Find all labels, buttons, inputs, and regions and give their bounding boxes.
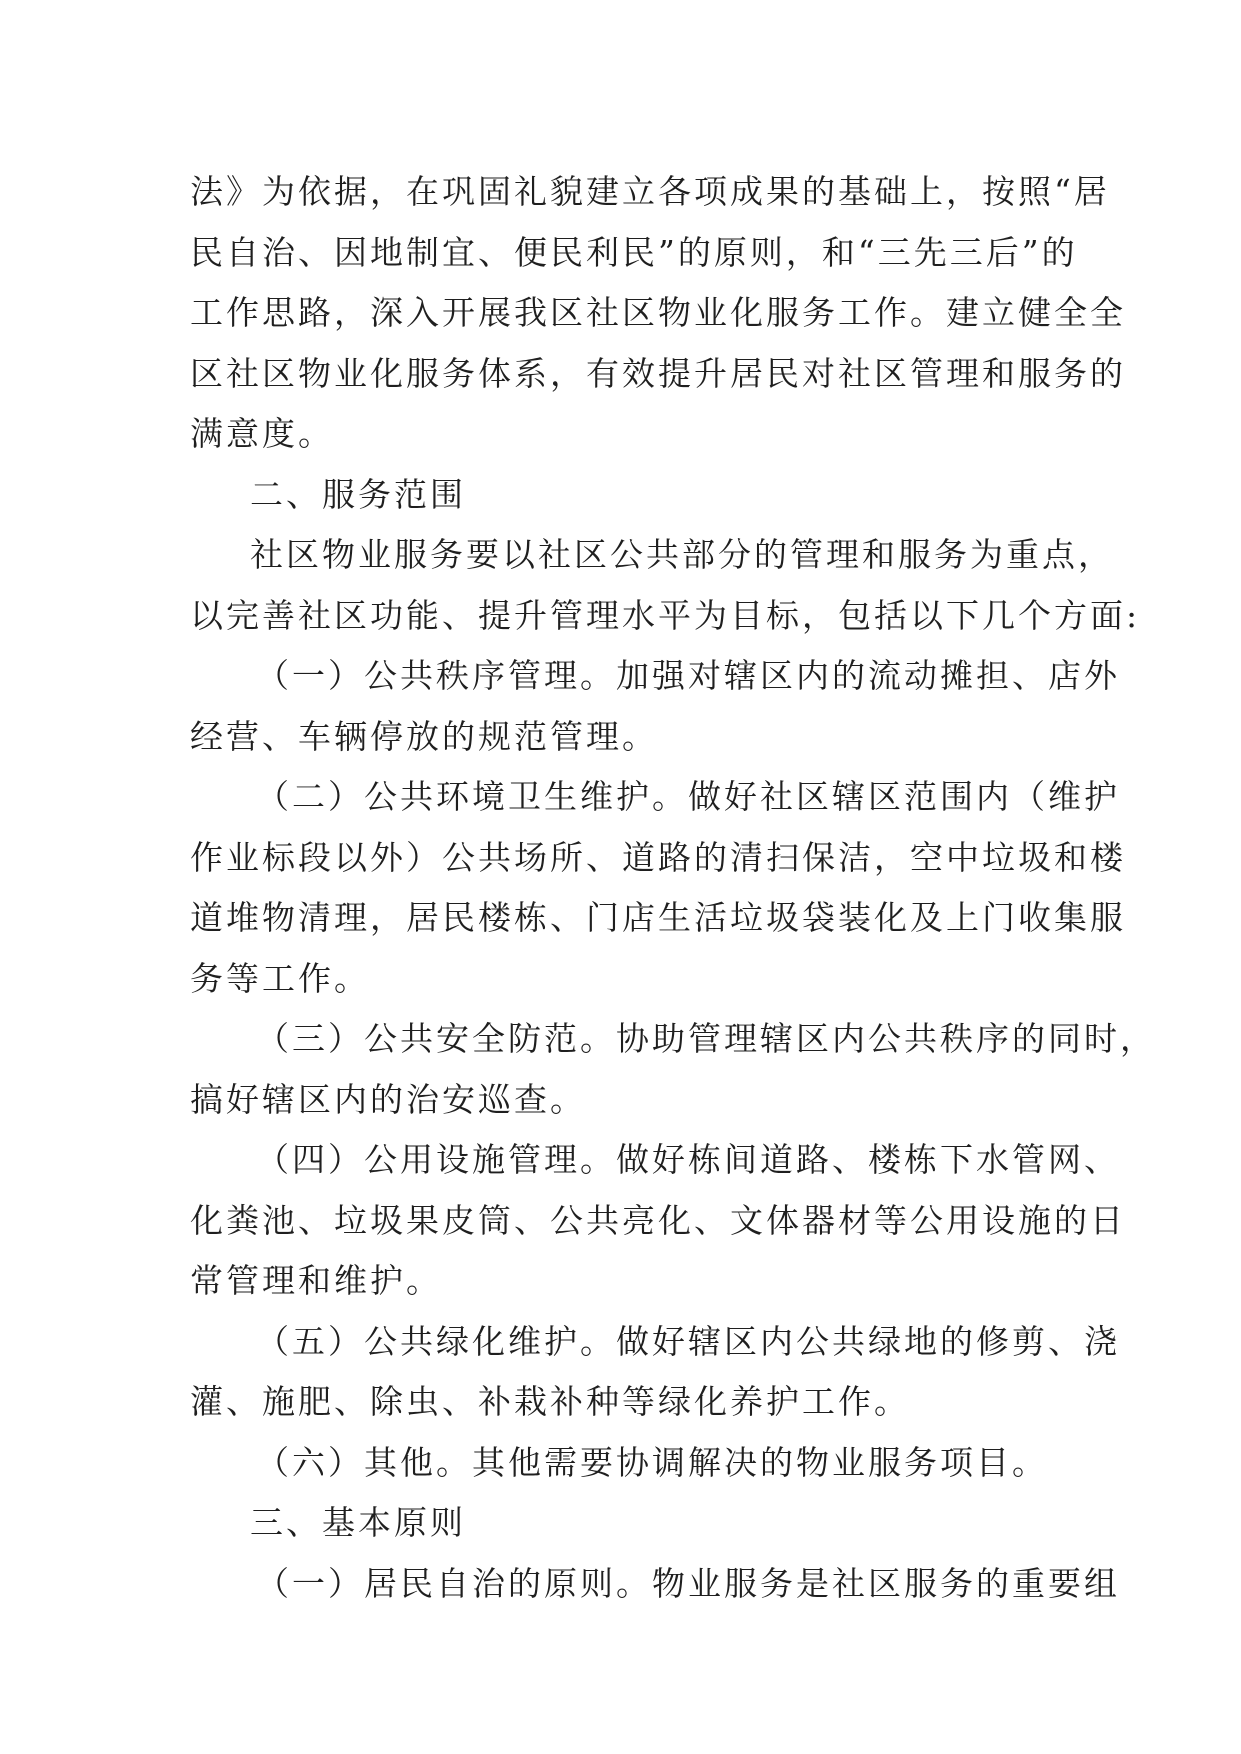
list-item-4: （四）公用设施管理。做好栋间道路、楼栋下水管网、 (256, 1140, 1120, 1179)
body-line: 以完善社区功能、提升管理水平为目标，包括以下几个方面: (190, 595, 1141, 635)
body-line: 工作思路，深入开展我区社区物业化服务工作。建立健全全 (190, 293, 1126, 332)
body-line: 民自治、因地制宜、便民利民”的原则，和“三先三后”的 (190, 232, 1078, 272)
list-item-1: （一）公共秩序管理。加强对辖区内的流动摊担、店外 (256, 656, 1120, 695)
body-line: 作业标段以外）公共场所、道路的清扫保洁，空中垃圾和楼 (190, 837, 1126, 877)
list-item-3: （三）公共安全防范。协助管理辖区内公共秩序的同时， (256, 1019, 1156, 1058)
document-body (190, 162, 1156, 1614)
list-item-5: （五）公共绿化维护。做好辖区内公共绿地的修剪、浇 (256, 1321, 1120, 1361)
body-line: 常管理和维护。 (190, 1261, 442, 1300)
body-line: 化粪池、垃圾果皮筒、公共亮化、文体器材等公用设施的日 (190, 1200, 1126, 1240)
list-item-2: （二）公共环境卫生维护。做好社区辖区范围内（维护 (256, 777, 1120, 816)
body-line: 法》为依据，在巩固礼貌建立各项成果的基础上，按照“居 (190, 172, 1110, 211)
body-line: 区社区物业化服务体系，有效提升居民对社区管理和服务的 (190, 353, 1126, 393)
body-line: 灌、施肥、除虫、补栽补种等绿化养护工作。 (190, 1382, 910, 1421)
section-heading-principles: 三、基本原则 (250, 1503, 466, 1542)
body-line: 道堆物清理，居民楼栋、门店生活垃圾袋装化及上门收集服 (190, 898, 1126, 937)
body-line: 搞好辖区内的治安巡查。 (190, 1079, 586, 1119)
body-line: 满意度。 (190, 414, 334, 453)
principle-item-1: （一）居民自治的原则。物业服务是社区服务的重要组 (256, 1563, 1120, 1603)
body-line: 社区物业服务要以社区公共部分的管理和服务为重点， (250, 535, 1114, 574)
section-heading-scope: 二、服务范围 (250, 474, 466, 514)
body-line: 务等工作。 (190, 958, 370, 998)
body-line: 经营、车辆停放的规范管理。 (190, 716, 658, 756)
list-item-6: （六）其他。其他需要协调解决的物业服务项目。 (256, 1442, 1048, 1482)
